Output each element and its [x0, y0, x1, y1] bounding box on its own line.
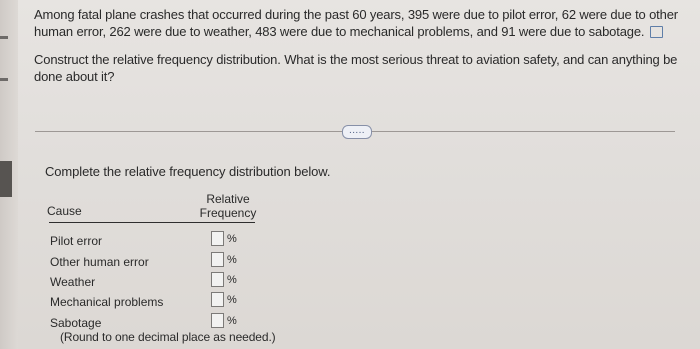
table-row-other-human-error — [47, 252, 287, 272]
percent-unit: % — [227, 274, 237, 286]
percent-unit: % — [227, 233, 237, 245]
table-row-weather — [47, 272, 287, 292]
table-row-mechanical-problems — [47, 292, 287, 312]
left-margin — [0, 0, 18, 349]
copy-icon[interactable] — [650, 26, 663, 38]
header-relative: Relative — [206, 192, 250, 206]
question-instruction: Construct the relative frequency distribution. What is the most serious threat to aviation safety, and can anything be done about it? — [34, 52, 678, 84]
header-underline — [49, 222, 255, 223]
question-text — [34, 6, 684, 40]
header-relative-frequency — [193, 192, 263, 220]
header-frequency: Frequency — [199, 206, 257, 220]
row-label: Mechanical problems — [50, 295, 164, 309]
question-body: Among fatal plane crashes that occurred during the past 60 years, 395 were due to pilot error, 62 were due to other human error, 262 were due to weather, 483 were due to mechanical problems, and 91 were due to sabotage. — [34, 7, 678, 39]
margin-mark — [0, 36, 8, 39]
row-label: Pilot error — [50, 234, 103, 248]
margin-mark — [0, 78, 8, 81]
percent-unit: % — [227, 294, 237, 306]
pilot-error-input[interactable] — [211, 231, 224, 246]
row-label: Sabotage — [50, 316, 102, 330]
expand-button[interactable]: ..... — [342, 125, 372, 139]
table-row-pilot-error — [47, 231, 287, 251]
header-cause: Cause — [47, 204, 82, 218]
percent-unit: % — [227, 254, 237, 266]
row-label: Other human error — [50, 255, 149, 269]
row-label: Weather — [50, 275, 96, 289]
sabotage-input[interactable] — [211, 313, 224, 328]
weather-input[interactable] — [211, 272, 224, 287]
percent-unit: % — [227, 315, 237, 327]
margin-mark — [0, 161, 12, 197]
mechanical-problems-input[interactable] — [211, 292, 224, 307]
rounding-note: (Round to one decimal place as needed.) — [60, 330, 276, 344]
other-human-error-input[interactable] — [211, 252, 224, 267]
table-prompt: Complete the relative frequency distribution below. — [45, 164, 331, 179]
